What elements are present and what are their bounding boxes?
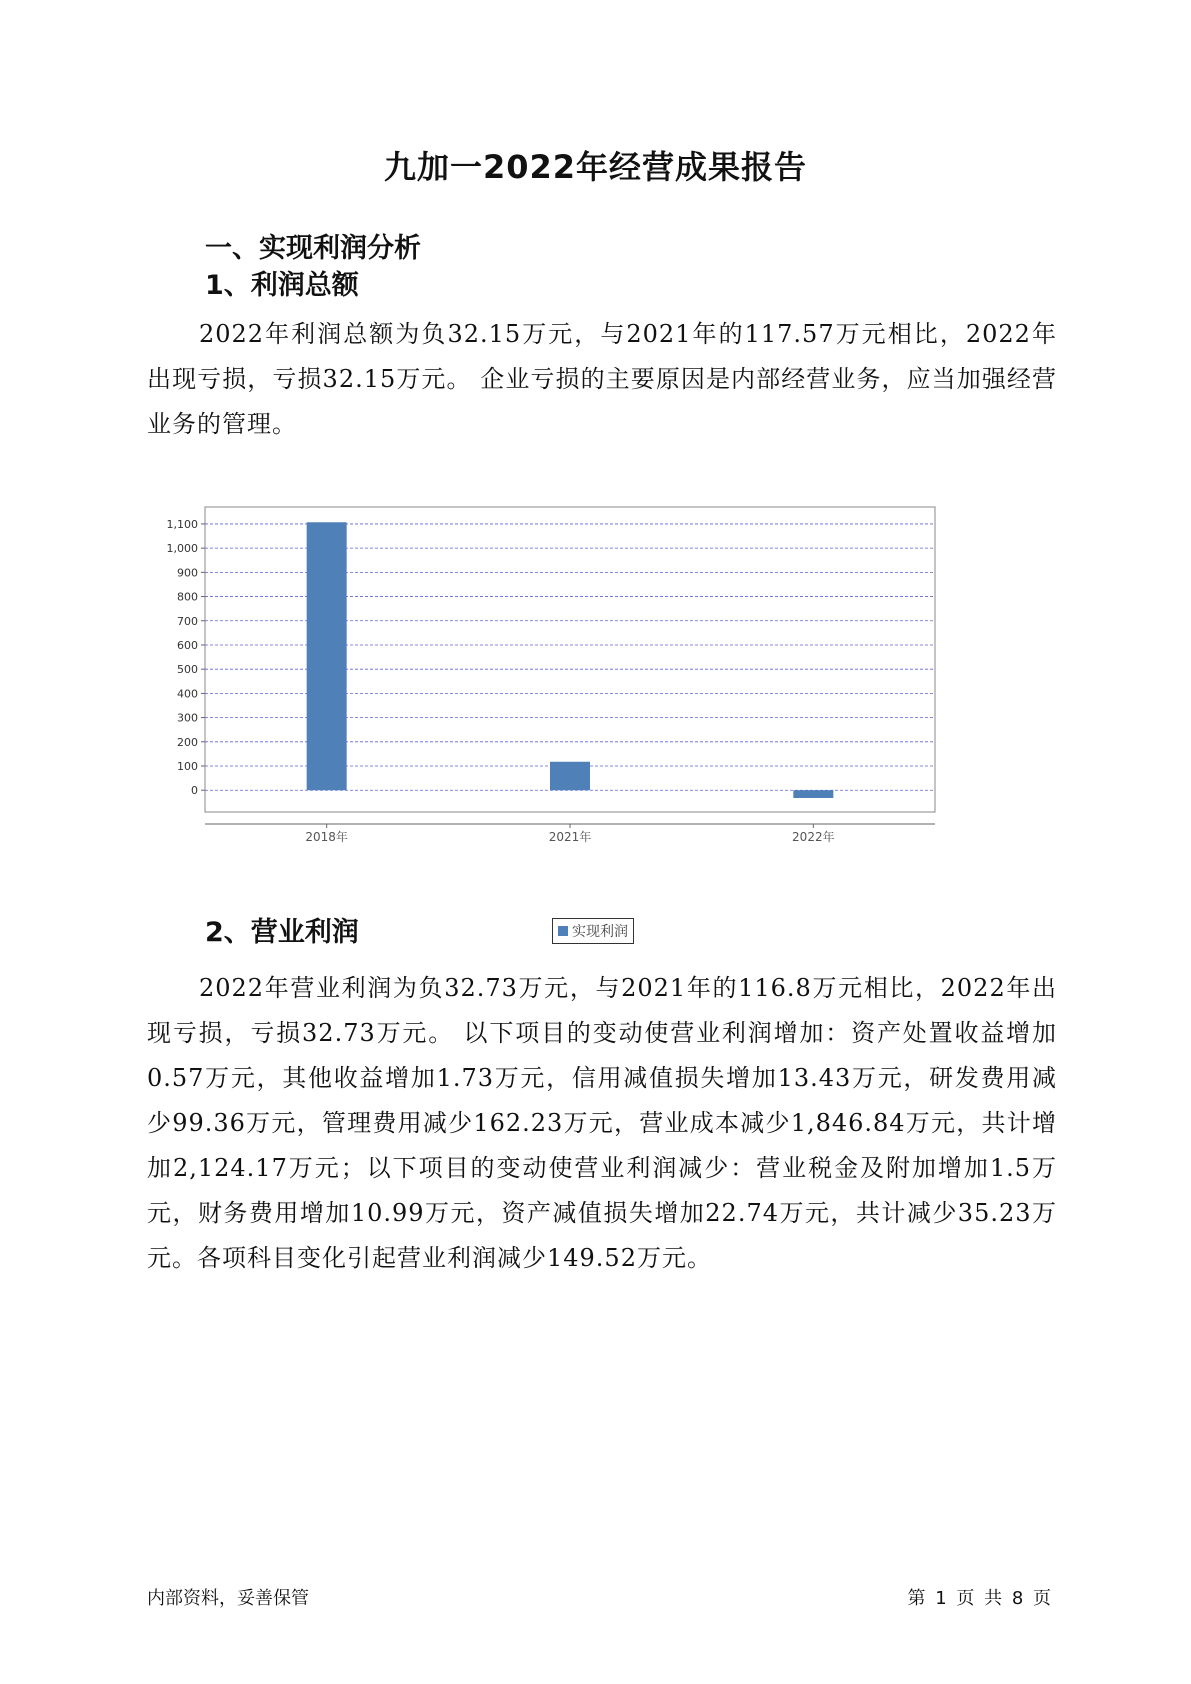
y-tick-label: 700 [177, 614, 198, 628]
section-heading: 一、实现利润分析 [205, 233, 421, 264]
footer-note: 内部资料，妥善保管 [147, 1588, 309, 1609]
bar [307, 522, 347, 790]
y-tick-label: 0 [191, 784, 198, 798]
y-tick-label: 800 [177, 590, 198, 604]
page-title: 九加一2022年经营成果报告 [383, 148, 808, 186]
y-tick-label: 1,100 [166, 517, 198, 531]
y-tick-label: 900 [177, 566, 198, 580]
bar [793, 790, 833, 798]
subsection-heading-total-profit: 1、利润总额 [205, 270, 359, 301]
legend-swatch [558, 926, 568, 936]
profit-chart [160, 500, 1020, 950]
y-tick-label: 300 [177, 711, 198, 725]
x-tick-label: 2022年 [792, 830, 835, 844]
operating-profit-paragraph: 2022年营业利润为负32.73万元，与2021年的116.8万元相比，2022年出现亏损，亏损32.73万元。 以下项目的变动使营业利润增加：资产处置收益增加0.57万元，其他收益增加1.73万元，信用减值损失增加13.43万元，研发费用减少99.36万元，管理费用减少162.23万元，营业成本减少1,846.84万元，共计增加2,124.17万元；以下项目的变动使营业利润减少：营业税金及附加增加1.5万元，财务费用增加10.99万元，资产减值损失增加22.74万元，共计减少35.23万元。各项科目变化引起营业利润减少149.52万元。 [147, 974, 1057, 1272]
chart-legend [552, 918, 634, 944]
y-tick-label: 200 [177, 735, 198, 749]
y-tick-label: 1,000 [166, 542, 198, 556]
subsection-heading-operating-profit: 2、营业利润 [205, 917, 359, 948]
y-tick-label: 400 [177, 687, 198, 701]
total-profit-paragraph: 2022年利润总额为负32.15万元，与2021年的117.57万元相比，2022年出现亏损，亏损32.15万元。 企业亏损的主要原因是内部经营业务，应当加强经营业务的管理。 [147, 320, 1057, 438]
bar [550, 762, 590, 790]
y-tick-label: 100 [177, 760, 198, 774]
y-tick-label: 600 [177, 638, 198, 652]
chart-plot [160, 500, 1020, 915]
legend-label: 实现利润 [572, 924, 628, 940]
x-tick-label: 2018年 [305, 830, 348, 844]
page-number: 第 1 页 共 8 页 [907, 1588, 1051, 1609]
x-tick-label: 2021年 [548, 830, 592, 844]
y-tick-label: 500 [177, 663, 198, 677]
